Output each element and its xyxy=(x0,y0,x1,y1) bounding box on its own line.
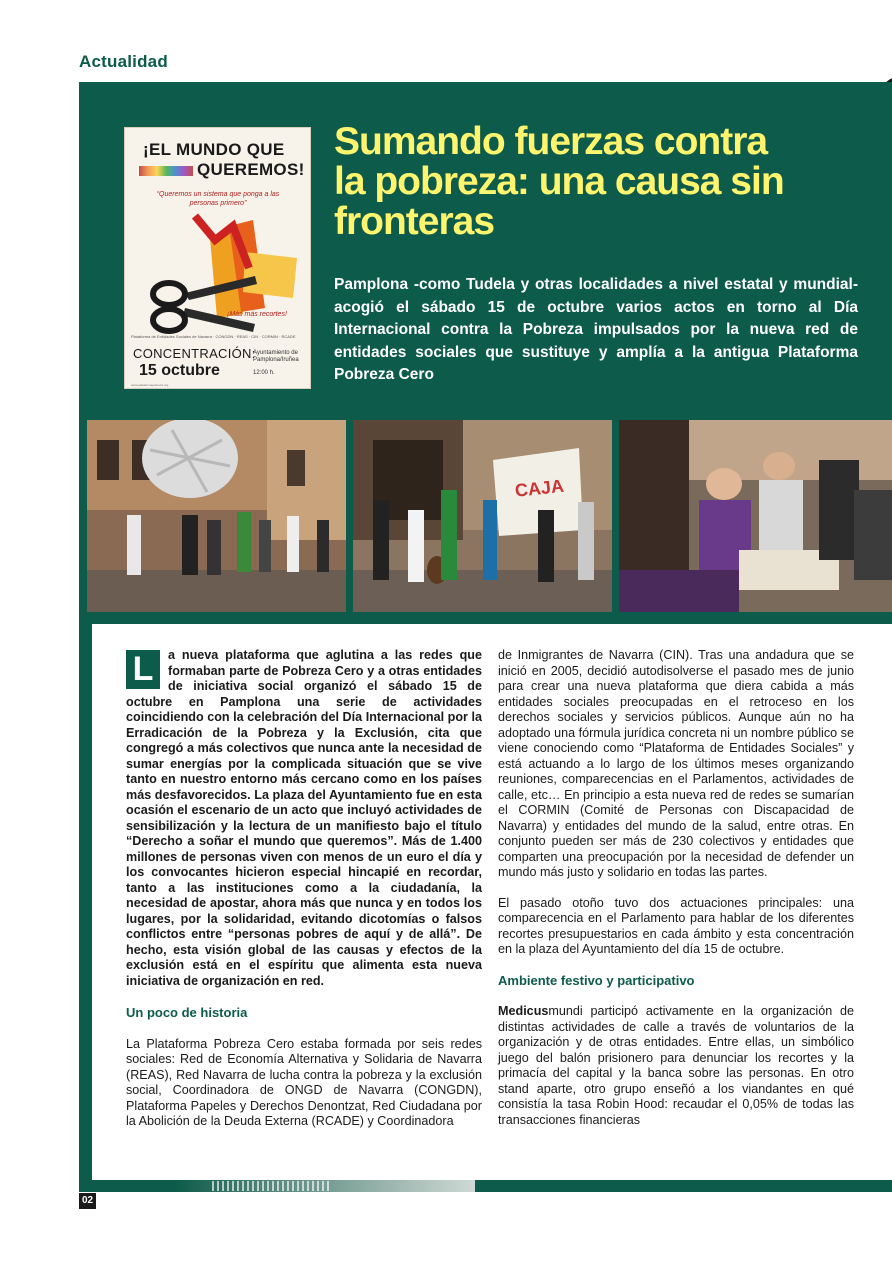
subhead-ambiente: Ambiente festivo y participativo xyxy=(498,972,695,988)
intro-paragraph xyxy=(126,648,482,989)
subhead-history: Un poco de historia xyxy=(126,1005,248,1020)
dropcap: L xyxy=(126,650,160,689)
network-paragraph: de Inmigrantes de Navarra (CIN). Tras una andadura que se inició en 2005, decidió autodisolverse el pasado mes de junio para crear una nueva plataforma que diera cabida a más entidades sociales preocupadas en el retroceso en los derechos sociales y servicios públicos. Aunque aún no ha adoptado una fórmula jurídica concreta ni un nombre público se viene conociendo como “Plataforma de Entidades Sociales” y está actuando a lo largo de los últimos meses organizando reuniones, comparecencias en el Parlamentos, actividades de calle, etc… En principio a esta nueva red de redes se sumarían el CORMIN (Comité de Personas con Discapacidad de Navarra) y entidades del mundo de la salud, entre otras. En conjunto pueden ser más de 230 colectivos y entidades que comparten una preocupación por la necesidad de defender un mundo más justo y solidario en todas las partes. xyxy=(498,648,854,879)
poster-date: 15 octubre xyxy=(139,362,220,379)
medicus-paragraph xyxy=(498,1004,854,1128)
article-headline: Sumando fuerzas contra la pobreza: una causa sin fronteras xyxy=(334,120,784,243)
event-poster xyxy=(124,127,311,389)
poster-concentration: CONCENTRACIÓN: xyxy=(133,346,256,361)
photo-dancers-banner xyxy=(353,420,612,612)
poster-note: ¡Más más recortes! xyxy=(227,311,287,318)
poster-subtitle: “Queremos un sistema que ponga a las personas primero” xyxy=(156,191,280,207)
poster-time: 12:00 h. xyxy=(253,370,275,376)
svg-text:CAJA: CAJA xyxy=(513,475,565,501)
poster-title-line1: ¡EL MUNDO QUE xyxy=(143,140,285,159)
article-lead: Pamplona -como Tudela y otras localidades a nivel estatal y mundial- acogió el sábado 15 de octubre varios actos en torno al Día Internacional contra la Pobreza impulsados por la nueva red de entidades sociales que sustituye y amplía a la antigua Plataforma Pobreza Cero xyxy=(334,276,858,384)
history-paragraph: La Plataforma Pobreza Cero estaba formada por seis redes sociales: Red de Economía Alternativa y Solidaria de Navarra (REAS), Red Navarra de lucha contra la pobreza y la exclusión social, Coordinadora de ONGD de Navarra (CONGDN), Plataforma Papeles y Derechos Denontzat, Red Ciudadana por la Abolición de la Deuda Externa (RCADE) y Coordinadora xyxy=(126,1036,482,1128)
right-column xyxy=(498,648,854,1143)
page-number: 02 xyxy=(79,1193,96,1209)
poster-organizer: Ayuntamiento de Pamplona/Iruñea xyxy=(253,350,299,363)
photo-stand-crowd xyxy=(619,420,892,612)
left-column xyxy=(126,648,482,1145)
autumn-paragraph: El pasado otoño tuvo dos actuaciones principales: una comparecencia en el Parlamento para hablar de los diferentes recortes presupuestarios en cada ámbito y esta concentración en la plaza del Ayuntamiento del día 15 de octubre. xyxy=(498,895,854,956)
footer-ticks xyxy=(212,1181,332,1191)
poster-title-line2: QUEREMOS! xyxy=(197,160,305,179)
poster-footer-text: Plataforma de Entidades Sociales de Navarra · CONGDN · REAS · CIN · CORMIN · RCADE xyxy=(131,334,296,339)
medicus-lead-word: Medicus xyxy=(498,1004,549,1018)
intro-text: a nueva plataforma que aglutina a las redes que formaban parte de Pobreza Cero y a otras entidades de iniciativa social organizó el sábado 15 de octubre en Pamplona una serie de actividades coincidiendo con la celebración del Día Internacional por la Erradicación de la Pobreza y la Exclusión, cita que congregó a más colectivos que nunca ante la necesidad de sumar energías por la complicada situación que se vive tanto en nuestro entorno más cercano como en los países más desfavorecidos. La plaza del Ayuntamiento fue en esta ocasión el escenario de un acto que incluyó actividades de sensibilización y la lectura de un manifiesto bajo el título “Derecho a soñar el mundo que queremos”. Más de 1.400 millones de personas viven con menos de un euro el día y los convocantes hicieron especial hincapié en recordar, tanto a las instituciones como a la ciudadanía, la necesidad de apostar, ahora más que nunca y en todos los lugares, por la solidaridad, evitando dicotomías o falsos conflictos entre “personas pobres de aquí y de allá”. De hecho, esta visión global de las causas y efectos de la exclusión está en el espíritu que alimenta esta nueva iniciativa de organización en red. xyxy=(126,648,482,988)
photo-plaza-balloon xyxy=(87,420,346,612)
medicus-text: mundi participó activamente en la organización de distintas actividades de calle a través de voluntarios de la organización y de otras entidades. Entre ellas, un simbólico juego del balón prisionero para denunciar los recortes y la primacía del capital y la banca sobre las personas. En otro stand aparte, otro grupo enseñó a los viandantes en qué consistía la tasa Robin Hood: recaudar el 0,05% de todas las transacciones financieras xyxy=(498,1004,854,1127)
poster-bottom-line: www.plataformapobreza.org xyxy=(131,383,169,387)
poster-color-stripe xyxy=(139,166,193,176)
section-label: Actualidad xyxy=(79,52,168,71)
